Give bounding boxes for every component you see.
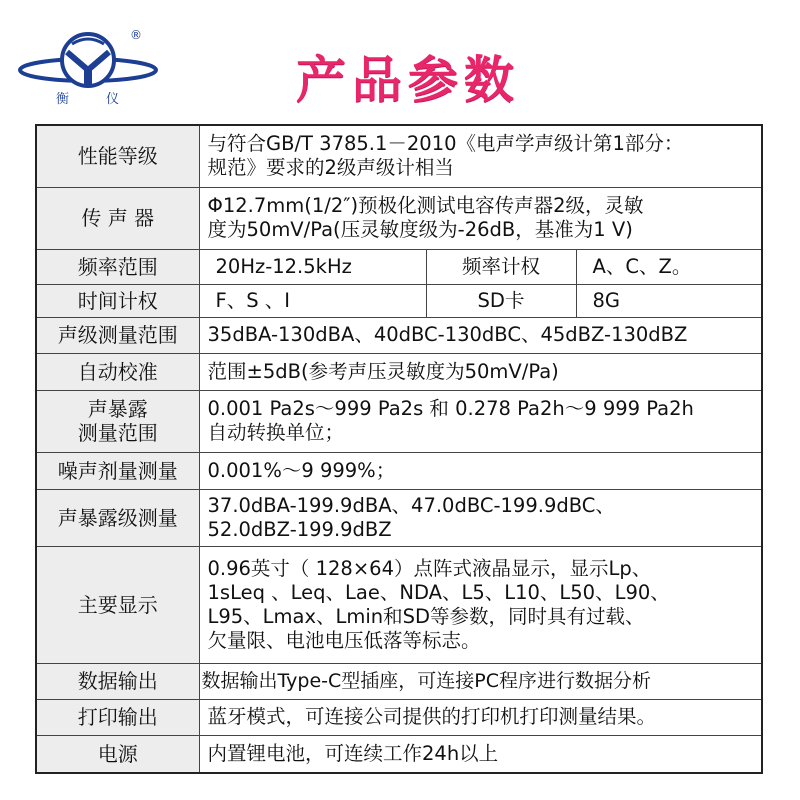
row-value: F、S 、I — [199, 284, 426, 317]
value-line: 37.0dBA-199.9dBA、47.0dBC-199.9dBC、 — [207, 493, 615, 517]
row-label — [36, 390, 199, 452]
value-line: 1sLeq 、Leq、Lae、NDA、L5、L10、L50、L90、 — [207, 580, 670, 604]
brand-char-left: 衡 — [56, 92, 70, 107]
value-line: 0.96英寸（ 128×64）点阵式液晶显示，显示Lp、 — [207, 556, 652, 580]
row-value: 范围±5dB(参考声压灵敏度为50mV/Pa) — [199, 353, 762, 390]
label-line: 声暴露 — [87, 397, 148, 421]
value-line: 自动转换单位； — [207, 421, 345, 444]
row-value — [199, 125, 762, 187]
label-line: 测量范围 — [77, 421, 158, 445]
row-label: 数据输出 — [36, 663, 199, 699]
brand-char-right: 仪 — [106, 92, 120, 107]
table-row — [36, 390, 762, 452]
row-sub-value: A、C、Z。 — [576, 249, 762, 284]
row-label: 频率范围 — [36, 249, 199, 284]
header — [0, 0, 800, 122]
spec-table — [35, 124, 763, 774]
value-line: 0.001 Pa2s～999 Pa2s 和 0.278 Pa2h～9 999 Pa2h — [207, 397, 694, 420]
table-row — [36, 187, 762, 249]
page-title: 产品参数 — [296, 51, 520, 109]
table-row — [36, 353, 762, 390]
table-row — [36, 489, 762, 546]
table-row — [36, 249, 762, 284]
row-label: 主要显示 — [36, 546, 199, 663]
registered-mark: ® — [130, 28, 142, 42]
table-row — [36, 546, 762, 663]
table-row — [36, 317, 762, 353]
row-label: 噪声剂量测量 — [36, 452, 199, 489]
value-line: 欠量限、电池电压低落等标志。 — [207, 628, 481, 652]
table-row — [36, 735, 762, 773]
value-line: 与符合GB/T 3785.1－2010《电声学声级计第1部分： — [207, 132, 684, 156]
table-row — [36, 452, 762, 489]
row-label: 声暴露级测量 — [36, 489, 199, 546]
row-label: 声级测量范围 — [36, 317, 199, 353]
row-value: 内置锂电池，可连续工作24h以上 — [199, 735, 762, 773]
row-sub-label: SD卡 — [426, 284, 576, 317]
row-value — [199, 187, 762, 249]
row-value: 20Hz-12.5kHz — [199, 249, 426, 284]
brand-logo — [18, 30, 158, 112]
value-line: Φ12.7mm(1/2″)预极化测试电容传声器2级，灵敏 — [207, 194, 644, 217]
row-sub-label: 频率计权 — [426, 249, 576, 284]
row-value — [199, 546, 762, 663]
row-label: 自动校准 — [36, 353, 199, 390]
value-line: 度为50mV/Pa(压灵敏度级为-26dB，基准为1 V) — [207, 218, 633, 241]
row-value: 35dBA-130dBA、40dBC-130dBC、45dBZ-130dBZ — [199, 317, 762, 353]
row-label: 打印输出 — [36, 699, 199, 735]
table-row — [36, 663, 762, 699]
row-sub-value: 8G — [576, 284, 762, 317]
row-value: 0.001%～9 999%； — [199, 452, 762, 489]
row-value: 蓝牙模式，可连接公司提供的打印机打印测量结果。 — [199, 699, 762, 735]
table-row — [36, 125, 762, 187]
row-label: 传 声 器 — [36, 187, 199, 249]
row-label: 电源 — [36, 735, 199, 773]
row-value — [199, 390, 762, 452]
row-label: 性能等级 — [36, 125, 199, 187]
row-value — [199, 489, 762, 546]
row-value: 数据输出Type-C型插座，可连接PC程序进行数据分析 — [199, 663, 762, 699]
value-line: 52.0dBZ-199.9dBZ — [207, 517, 392, 541]
table-row — [36, 284, 762, 317]
value-line: L95、Lmax、Lmin和SD等参数，同时具有过载、 — [207, 604, 645, 628]
value-line: 规范》要求的2级声级计相当 — [207, 156, 454, 180]
table-row — [36, 699, 762, 735]
row-label: 时间计权 — [36, 284, 199, 317]
